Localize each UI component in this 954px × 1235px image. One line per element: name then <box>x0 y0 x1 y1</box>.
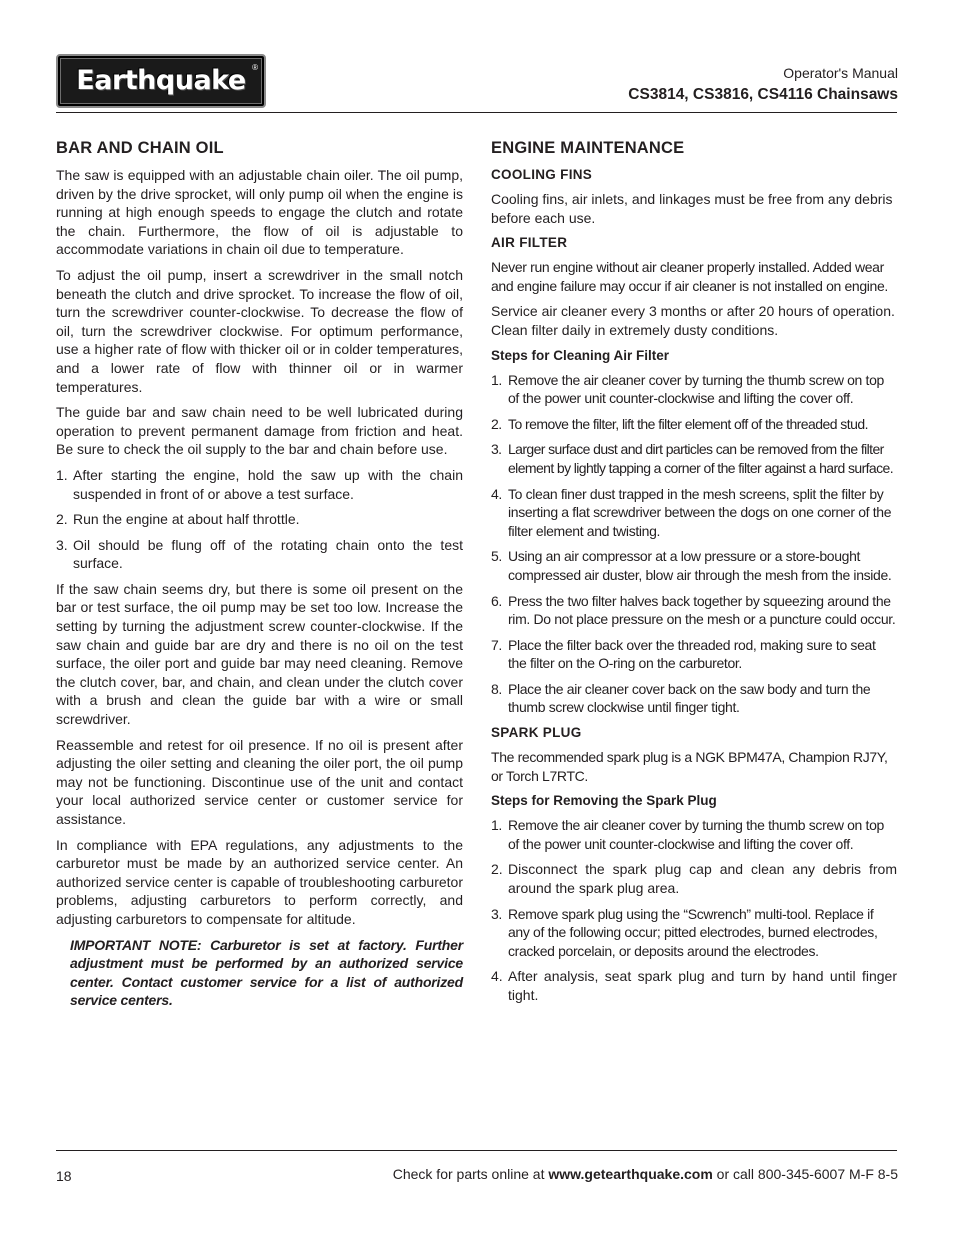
list-number: 6. <box>491 592 502 609</box>
list-item <box>491 680 897 717</box>
logo-text: Earthquake <box>76 65 246 96</box>
list-text: Remove spark plug using the “Scwrench” multi-tool. Replace if any of the following occur; pitted electrodes, burned electrodes, cracked porcelain, or deposits around the electrodes. <box>508 905 878 959</box>
list-text: To clean finer dust trapped in the mesh screens, split the filter by inserting a flat screwdriver between the dogs on one corner of the filter element and twisting. <box>508 485 892 539</box>
list-item <box>491 547 897 584</box>
list-item <box>491 485 897 541</box>
manual-subtitle: Operator's Manual <box>783 65 898 81</box>
header-rule <box>56 112 897 113</box>
paragraph: The saw is equipped with an adjustable chain oiler. The oil pump, driven by the drive sprocket, will only pump oil when the engine is running at high enough speeds to engage the clutch and rotate the chain. Furthermore, the flow of oil is adjustable to accommodate variations in chain oil due to temperature. <box>56 167 463 258</box>
header-info <box>628 64 898 106</box>
footer-suffix: or call 800-345-6007 M-F 8-5 <box>712 1166 898 1182</box>
list-item <box>491 371 897 408</box>
footer-contact <box>393 1166 898 1182</box>
footer-rule <box>56 1150 897 1151</box>
paragraph: Never run engine without air cleaner properly installed. Added wear and engine failure may occur if air cleaner is not installed on engine. <box>491 259 888 294</box>
list-number: 3. <box>56 536 68 553</box>
list-item <box>56 510 463 529</box>
important-note: IMPORTANT NOTE: Carburetor is set at factory. Further adjustment must be performed by an authorized service center. Contact customer service for a list of authorized service centers. <box>70 936 463 1009</box>
list-text: After starting the engine, hold the saw up with the chain suspended in front of or above a test surface. <box>73 466 463 502</box>
paragraph: Service air cleaner every 3 months or after 20 hours of operation. Clean filter daily in extremely dusty conditions. <box>491 303 895 338</box>
list-number: 7. <box>491 636 502 653</box>
list-text: Remove the air cleaner cover by turning the thumb screw on top of the power unit counter-clockwise and lifting the cover off. <box>508 371 884 407</box>
manual-title: CS3814, CS3816, CS4116 Chainsaws <box>628 86 898 103</box>
footer-prefix: Check for parts online at <box>392 1166 549 1182</box>
paragraph: Cooling fins, air inlets, and linkages must be free from any debris before each use. <box>491 191 893 226</box>
list-number: 8. <box>491 680 502 697</box>
paragraph: If the saw chain seems dry, but there is some oil present on the bar or test surface, the oil pump may be set too low. Increase the setting by turning the adjustment screw counter-clockwise. If the saw chain and guide bar are dry and there is no oil on the test surface, the oiler port and guide bar may need cleaning. Remove the clutch cover, bar, and chain, and clean under the clutch cover with a brush and clean the guide bar with a wire or small screwdriver. <box>56 580 463 728</box>
spark-plug-steps <box>491 816 897 1004</box>
list-text: Oil should be flung off of the rotating chain onto the test surface. <box>73 536 463 572</box>
list-text: Press the two filter halves back together by squeezing around the rim. Do not place pressure on the mesh or a puncture could occur. <box>508 592 896 628</box>
subheading-spark-plug: SPARK PLUG <box>491 725 582 741</box>
subheading-air-filter: AIR FILTER <box>491 235 568 251</box>
list-number: 1. <box>491 371 502 388</box>
list-number: 1. <box>491 817 502 834</box>
list-item <box>491 816 897 853</box>
air-filter-steps <box>491 371 897 718</box>
paragraph: Reassemble and retest for oil presence. If no oil is present after adjusting the oiler setting and cleaning the oiler port, the oil pump may not be functioning. Discontinue use of the unit and contact your local authorized service center or customer service for assistance. <box>56 736 463 827</box>
list-number: 2. <box>56 511 68 528</box>
list-text: Run the engine at about half throttle. <box>73 511 300 528</box>
registered-mark: ® <box>252 63 258 72</box>
list-item <box>491 415 897 434</box>
list-item <box>491 905 897 961</box>
page-number: 18 <box>56 1168 72 1184</box>
list-item <box>491 636 897 673</box>
list-number: 5. <box>491 548 502 565</box>
list-number: 3. <box>491 441 502 458</box>
left-column <box>56 137 463 1017</box>
oil-test-steps <box>56 466 463 573</box>
list-item <box>491 967 897 1004</box>
list-text: To remove the filter, lift the filter element off of the threaded stud. <box>508 415 868 432</box>
subheading-cooling-fins: COOLING FINS <box>491 167 593 182</box>
paragraph: In compliance with EPA regulations, any adjustments to the carburetor must be made by an authorized service center. An authorized service center is capable of troubleshooting carburetor problems, adjusting carburetors to perform correctly, and adjusting carburetors to compensate for altitude. <box>56 836 463 927</box>
list-text: Disconnect the spark plug cap and clean any debris from around the spark plug area. <box>508 861 897 897</box>
list-number: 4. <box>491 968 503 985</box>
list-number: 2. <box>491 415 502 432</box>
list-text: Place the filter back over the threaded rod, making sure to seat the filter on the O-ring on the carburetor. <box>508 636 876 672</box>
brand-logo <box>56 54 266 108</box>
steps-heading-spark-plug: Steps for Removing the Spark Plug <box>491 793 717 809</box>
paragraph: To adjust the oil pump, insert a screwdriver in the small notch beneath the clutch and drive sprocket. To increase the flow of oil, turn the screwdriver counter-clockwise. To decrease the flow of oil, turn the screwdriver clockwise. For optimum performance, use a higher rate of flow with thicker oil or in colder temperatures, and a lower rate of flow with thinner oil or in warmer temperatures. <box>56 266 463 395</box>
list-number: 3. <box>491 905 502 922</box>
list-item <box>491 440 897 477</box>
list-item <box>491 860 897 897</box>
right-column <box>491 137 897 1012</box>
website-link[interactable]: www.getearthquake.com <box>548 1166 713 1182</box>
section-heading-bar-chain-oil: BAR AND CHAIN OIL <box>56 139 224 157</box>
list-text: Using an air compressor at a low pressure or a store-bought compressed air duster, blow air through the mesh from the inside. <box>508 548 892 583</box>
list-text: Larger surface dust and dirt particles can be removed from the filter element by lightly tapping a corner of the filter against a hard surface. <box>508 441 893 476</box>
list-number: 1. <box>56 466 68 483</box>
paragraph: The guide bar and saw chain need to be well lubricated during operation to prevent permanent damage from friction and heat. Be sure to check the oil supply to the bar and chain before use. <box>56 404 463 458</box>
list-item <box>56 466 463 503</box>
section-heading-engine-maintenance: ENGINE MAINTENANCE <box>491 139 685 157</box>
list-item <box>56 536 463 573</box>
list-text: Remove the air cleaner cover by turning the thumb screw on top of the power unit counter-clockwise and lifting the cover off. <box>508 817 884 852</box>
list-text: Place the air cleaner cover back on the saw body and turn the thumb screw clockwise until finger tight. <box>508 680 871 716</box>
list-number: 4. <box>491 485 502 502</box>
paragraph: The recommended spark plug is a NGK BPM47A, Champion RJ7Y, or Torch L7RTC. <box>491 749 888 784</box>
steps-heading-air-filter: Steps for Cleaning Air Filter <box>491 347 670 363</box>
list-number: 2. <box>491 861 503 878</box>
list-text: After analysis, seat spark plug and turn by hand until finger tight. <box>508 968 897 1003</box>
list-item <box>491 592 897 629</box>
